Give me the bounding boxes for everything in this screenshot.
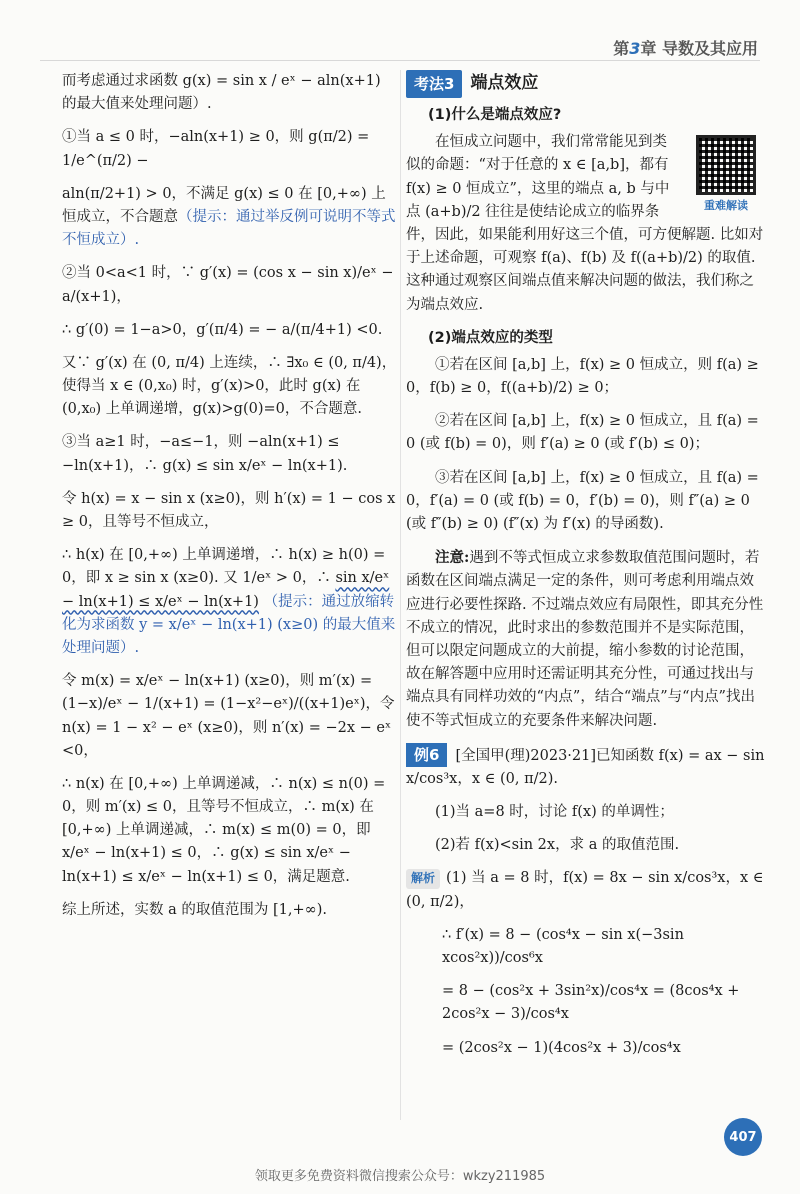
solution-step-4: = (2cos²x − 1)(4cos²x + 3)/cos⁴x — [442, 1039, 681, 1056]
solution-step-3: = 8 − (cos²x + 3sin²x)/cos⁴x = (8cos⁴x + 2cos²x − 3)/cos⁴x — [442, 983, 740, 1023]
method-tag: 考法3 — [406, 70, 462, 98]
qr-label: 重难解读 — [704, 199, 748, 213]
footer-watermark: 领取更多免费资料微信搜索公众号：wkzy211985 — [254, 1169, 546, 1184]
chapter-title: 章 导数及其应用 — [640, 39, 758, 58]
qr-code-icon[interactable] — [696, 135, 756, 195]
left-p3b: ∴ g′(0) = 1−a>0，g′(π/4) = − a/(π/4+1) <0. — [62, 321, 383, 338]
solution-step-2: ∴ f′(x) = 8 − (cos⁴x − sin x(−3sin xcos²x))/cos⁶x — [442, 926, 684, 966]
chapter-number: 3 — [629, 39, 641, 58]
left-p9: ∴ n(x) 在 [0,+∞) 上单调递减，∴ n(x) ≤ n(0) = 0，则 m′(x) ≤ 0，且等号不恒成立，∴ m(x) 在 [0,+∞) 上单调递减，∴ m(x) ≤ m(0) = 0，即 x/eˣ − ln(x+1) ≤ 0，∴ g(x) ≤ sin x/eˣ − ln(x+1) ≤ x/eˣ − ln(x+1) ≤ 0，满足题意. — [62, 775, 386, 885]
example-source: [全国甲(理)2023·21] — [455, 747, 597, 764]
left-p8: 令 m(x) = x/eˣ − ln(x+1) (x≥0)，则 m′(x) = (1−x)/eˣ − 1/(x+1) = (1−x²−eˣ)/((x+1)eˣ)，令 n(x) = 1 − x² − eˣ (x≥0)，则 n′(x) = −2x − eˣ <0， — [62, 673, 395, 759]
example-tag: 例6 — [406, 743, 447, 767]
right-r1: 在恒成立问题中，我们常常能见到类似的命题：“对于任意的 x ∈ [a,b]，都有 f(x) ≥ 0 恒成立”，这里的端点 a, b 与中点 (a+b)/2 往往是使结论成立的临界条件，因此，如果能利用好这三个值，可方便解题. 比如对于上述命题，可观察 f(a)、f(b) 及 f((a+b)/2) 的取值. 这种通过观察区间端点值来解决问题的做法，我们称之为端点效应. — [406, 134, 764, 313]
left-p3a: ②当 0<a<1 时，∵ g′(x) = (cos x − sin x)/eˣ − a/(x+1)， — [62, 265, 394, 305]
qr-block[interactable] — [684, 135, 768, 215]
left-column — [62, 70, 398, 932]
page-number: 407 — [724, 1118, 762, 1156]
left-p6: 令 h(x) = x − sin x (x≥0)，则 h′(x) = 1 − cos x ≥ 0，且等号不恒成立， — [62, 490, 396, 530]
left-p2 — [62, 183, 398, 253]
solution-line — [406, 867, 768, 913]
hint-counterexample: （提示：通过举反例可说明不等式不恒成立）. — [62, 208, 396, 249]
subheading-1: (1)什么是端点效应? — [428, 107, 562, 123]
column-divider — [400, 70, 401, 1120]
chapter-header — [613, 36, 758, 59]
question-1: (1)当 a=8 时，讨论 f(x) 的单调性； — [435, 804, 674, 821]
left-p5: ③当 a≥1 时，−a≤−1，则 −aln(x+1) ≤ −ln(x+1)，∴ g(x) ≤ sin x/eˣ − ln(x+1). — [62, 434, 348, 474]
wavy-inequality: sin x/eˣ − ln(x+1) ≤ x/eˣ − ln(x+1) — [62, 570, 390, 610]
method-title: 端点效应 — [470, 73, 539, 94]
left-p7a: ∴ h(x) 在 [0,+∞) 上单调递增，∴ h(x) ≥ h(0) = 0，即 x ≥ sin x (x≥0). 又 1/eˣ > 0，∴ — [62, 547, 386, 587]
left-p1: 而考虑通过求函数 g(x) = sin x / eˣ − aln(x+1) 的最大值来处理问题）. — [62, 73, 381, 113]
header-divider — [40, 60, 760, 61]
left-p2b: aln(π/2+1) > 0，不满足 g(x) ≤ 0 在 [0,+∞) 上恒成立，不合题意 — [62, 185, 386, 225]
right-column — [406, 70, 768, 1070]
solution-step-1: (1) 当 a = 8 时，f(x) = 8x − sin x/cos³x，x ∈ (0, π/2)， — [406, 870, 764, 910]
chapter-prefix: 第 — [613, 39, 630, 58]
hint-scaling: （提示：通过放缩转化为求函数 y = x/eˣ − ln(x+1) (x≥0) 的最大值来处理问题）. — [62, 593, 396, 656]
example-line — [406, 743, 768, 791]
section-title — [406, 70, 768, 98]
left-p7 — [62, 544, 398, 660]
right-r2: ①若在区间 [a,b] 上，f(x) ≥ 0 恒成立，则 f(a) ≥ 0，f(b) ≥ 0，f((a+b)/2) ≥ 0； — [406, 356, 759, 397]
example-text: 已知函数 f(x) = ax − sin x/cos³x，x ∈ (0, π/2). — [406, 747, 765, 787]
note-label: 注意: — [435, 549, 470, 567]
left-p2a: ①当 a ≤ 0 时，−aln(x+1) ≥ 0，则 g(π/2) = 1/e^(π/2) − — [62, 129, 370, 169]
solution-tag: 解析 — [406, 869, 440, 888]
right-r3: ②若在区间 [a,b] 上，f(x) ≥ 0 恒成立，且 f(a) = 0 (或 f(b) = 0)，则 f′(a) ≥ 0 (或 f′(b) ≤ 0)； — [406, 413, 759, 453]
note-text: 遇到不等式恒成立求参数取值范围问题时，若函数在区间端点满足一定的条件，则可考虑利用端点效应进行必要性探路. 不过端点效应有局限性，即其充分性不成立的情况，此时求出的参数范围并不是实际范围，但可以限定问题成立的大前提，缩小参数的讨论范围，故在解答题中应用时还需证明其充分性，可通过找出与端点具有同样功效的“内点”，结合“端点”与“内点”找出使不等式恒成立的充要条件来解决问题. — [406, 550, 764, 729]
note-paragraph — [406, 546, 768, 733]
right-r4: ③若在区间 [a,b] 上，f(x) ≥ 0 恒成立，且 f(a) = 0，f′(a) = 0 (或 f(b) = 0，f′(b) = 0)，则 f″(a) ≥ 0 (或 f″(b) ≥ 0) (f″(x) 为 f′(x) 的导函数). — [406, 469, 759, 532]
left-p4: 又∵ g′(x) 在 (0, π/4) 上连续，∴ ∃x₀ ∈ (0, π/4)，使得当 x ∈ (0,x₀) 时，g′(x)>0，此时 g(x) 在 (0,x₀) 上单调递增，g(x)>g(0)=0，不合题意. — [62, 354, 397, 418]
question-2: (2)若 f(x)<sin 2x，求 a 的取值范围. — [435, 837, 680, 854]
subheading-2: (2)端点效应的类型 — [428, 329, 553, 346]
left-p10: 综上所述，实数 a 的取值范围为 [1,+∞). — [62, 901, 327, 918]
